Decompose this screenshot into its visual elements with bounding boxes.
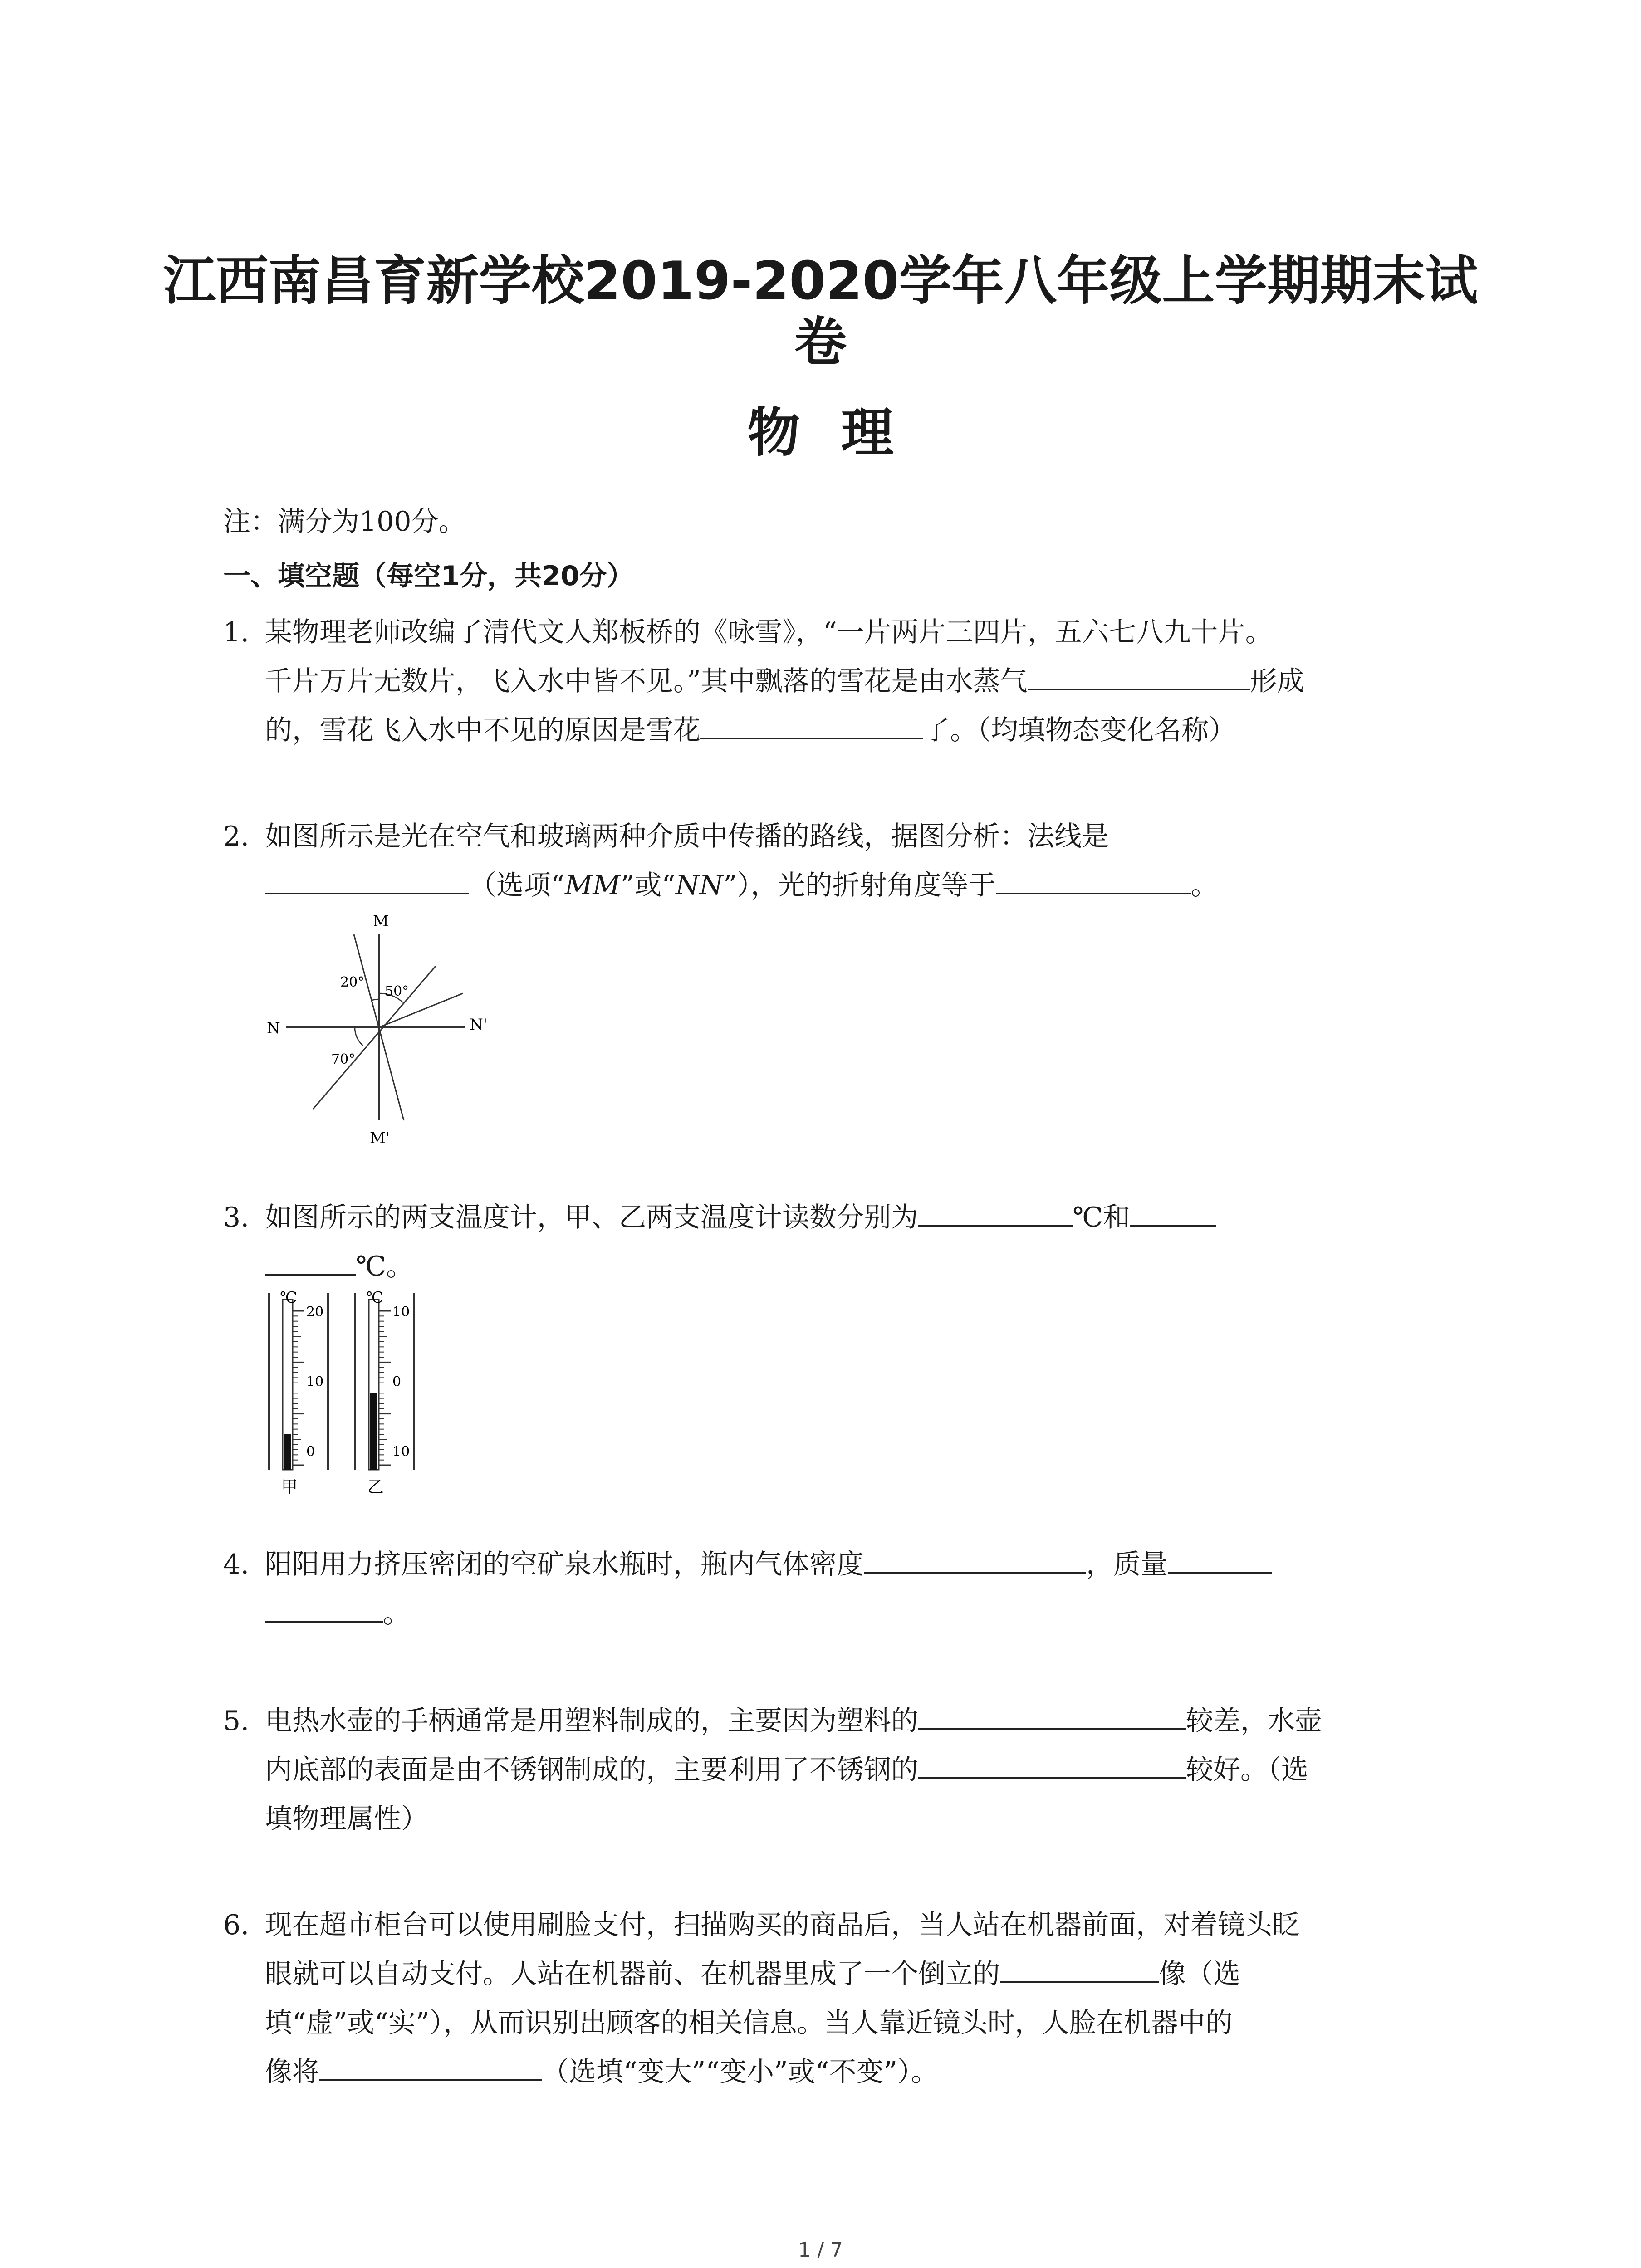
question-text: ”或“ [620, 870, 676, 901]
refraction-diagram [254, 907, 508, 1152]
question-text: ℃和 [1073, 1202, 1131, 1233]
question-4 [223, 1540, 1439, 1638]
question-text: 现在超市柜台可以使用刷脸支付，扫描购买的商品后，当人站在机器前面，对着镜头眨 [265, 1909, 1299, 1941]
question-text: 了。（均填物态变化名称） [923, 714, 1236, 746]
answer-blank[interactable] [864, 1540, 1086, 1574]
label-m-prime: M' [370, 1129, 390, 1147]
question-number: 6. [223, 1909, 250, 1941]
question-number: 2. [223, 821, 250, 852]
thermometers-figure [261, 1288, 442, 1501]
question-number: 5. [223, 1705, 250, 1737]
mercury-column [370, 1393, 377, 1470]
question-number: 1. [223, 616, 250, 648]
label-m: M [373, 912, 389, 930]
angle-arc-70 [355, 1027, 363, 1046]
question-text: ，质量 [1086, 1549, 1168, 1580]
question-3 [223, 1193, 1439, 1291]
section-heading-fill-in: 一、填空题（每空1分，共20分） [223, 560, 634, 592]
question-text: 千片万片无数片，飞入水中皆不见。”其中飘落的雪花是由水蒸气 [265, 665, 1028, 697]
question-text: 某物理老师改编了清代文人郑板桥的《咏雪》，“一片两片三四片，五六七八九十片。 [265, 616, 1273, 648]
question-text: （选项“ [469, 870, 565, 901]
answer-blank[interactable] [918, 1696, 1186, 1730]
answer-blank[interactable] [1168, 1540, 1272, 1574]
answer-blank[interactable] [319, 2048, 542, 2081]
label-n: N [267, 1019, 280, 1037]
answer-blank[interactable] [265, 1242, 356, 1276]
thermometer-label-jia: 甲 [281, 1478, 298, 1496]
answer-blank[interactable] [918, 1193, 1073, 1227]
question-number: 4. [223, 1549, 250, 1580]
question-text: 如图所示是光在空气和玻璃两种介质中传播的路线，据图分析：法线是 [265, 821, 1109, 852]
answer-blank[interactable] [265, 861, 469, 894]
question-text: 较差，水壶 [1186, 1705, 1322, 1737]
question-text: 内底部的表面是由不锈钢制成的，主要利用了不锈钢的 [265, 1754, 918, 1786]
tick-label: 10 [392, 1304, 410, 1320]
angle-arc-20 [372, 999, 379, 1000]
question-6 [223, 1901, 1439, 2097]
label-angle-50: 50° [385, 983, 409, 999]
mercury-column [284, 1434, 291, 1470]
label-angle-70: 70° [331, 1051, 356, 1067]
unit-label: ℃ [366, 1289, 384, 1307]
tick-label: 10 [306, 1374, 324, 1390]
answer-blank[interactable] [918, 1745, 1186, 1779]
tick-marks [293, 1311, 304, 1465]
question-text: 像（选 [1159, 1958, 1240, 1990]
reflected-ray [313, 966, 436, 1109]
question-text: 形成 [1249, 665, 1304, 697]
tick-label: 0 [306, 1444, 315, 1460]
question-text: 如图所示的两支温度计，甲、乙两支温度计读数分别为 [265, 1202, 918, 1233]
option-mm: MM [564, 870, 621, 901]
question-text: 填物理属性） [265, 1803, 428, 1835]
question-text: ”），光的折射角度等于 [723, 870, 996, 901]
exam-title: 江西南昌育新学校2019-2020学年八年级上学期期末试 [163, 250, 1478, 312]
label-angle-20: 20° [340, 974, 365, 990]
question-text: （选填“变大”“变小”或“不变”）。 [542, 2056, 939, 2088]
question-text: 的，雪花飞入水中不见的原因是雪花 [265, 714, 700, 746]
thermometer-jia [269, 1289, 328, 1496]
answer-blank[interactable] [996, 861, 1191, 894]
answer-blank[interactable] [265, 1589, 383, 1623]
tick-label: 10 [392, 1444, 410, 1460]
tick-label: 20 [306, 1304, 324, 1320]
question-text: 阳阳用力挤压密闭的空矿泉水瓶时，瓶内气体密度 [265, 1549, 864, 1580]
question-text: 较好。（选 [1186, 1754, 1308, 1786]
question-text: 。 [383, 1598, 410, 1629]
page-number: 1 / 7 [798, 2239, 843, 2262]
question-text: 填“虚”或“实”），从而识别出顾客的相关信息。当人靠近镜头时，人脸在机器中的 [265, 2007, 1233, 2039]
question-2 [223, 812, 1439, 910]
tick-label: 0 [392, 1374, 402, 1390]
exam-title-continued: 卷 [794, 312, 847, 373]
subject-title: 物理 [747, 402, 935, 464]
unit-label: ℃ [280, 1289, 298, 1307]
question-text: 眼就可以自动支付。人站在机器前、在机器里成了一个倒立的 [265, 1958, 1000, 1990]
question-text: 像将 [265, 2056, 319, 2088]
tick-marks [379, 1311, 391, 1465]
answer-blank[interactable] [700, 706, 923, 739]
answer-blank[interactable] [1028, 657, 1250, 690]
question-text: ℃。 [356, 1251, 414, 1282]
question-5 [223, 1696, 1439, 1843]
label-n-prime: N' [470, 1016, 488, 1034]
question-1 [223, 608, 1439, 755]
question-number: 3. [223, 1202, 250, 1233]
thermometer-yi [355, 1289, 414, 1496]
score-note: 注：满分为100分。 [223, 506, 466, 538]
question-text: 电热水壶的手柄通常是用塑料制成的，主要因为塑料的 [265, 1705, 918, 1737]
answer-blank[interactable] [1000, 1950, 1159, 1983]
question-text: 。 [1190, 870, 1218, 901]
thermometer-label-yi: 乙 [367, 1478, 384, 1496]
answer-blank[interactable] [1130, 1193, 1216, 1227]
option-nn: NN [675, 870, 723, 901]
